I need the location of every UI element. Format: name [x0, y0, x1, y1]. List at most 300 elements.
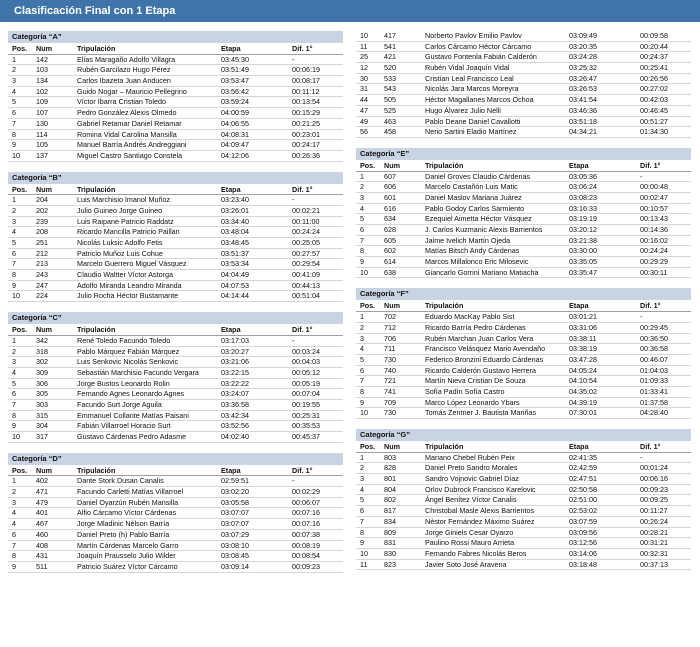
cell-etapa: 04:05:24 [569, 365, 597, 375]
table-row [8, 76, 343, 87]
table-row [8, 389, 343, 400]
header-etapa: Etapa [221, 184, 241, 194]
cell-dif: 01:34:30 [640, 127, 668, 137]
cell-etapa: 02:59:51 [221, 476, 249, 486]
cell-num: 605 [384, 235, 396, 245]
cell-num: 834 [384, 516, 396, 526]
cell-num: 634 [384, 214, 396, 224]
header-etapa: Etapa [569, 160, 589, 170]
cell-tripulacion: Facundo Surt Jorge Aguila [77, 399, 162, 409]
cell-etapa: 03:35:47 [569, 267, 597, 277]
cell-etapa: 03:19:19 [569, 214, 597, 224]
cell-pos: 3 [12, 497, 16, 507]
header-num: Num [36, 184, 52, 194]
cell-pos: 1 [12, 476, 16, 486]
cell-dif: 00:05:12 [292, 367, 320, 377]
table-row [8, 551, 343, 562]
cell-num: 202 [36, 205, 48, 215]
cell-dif: 00:41:09 [292, 270, 320, 280]
cell-dif: 00:26:36 [292, 150, 320, 160]
header-num: Num [36, 325, 52, 335]
table-row [356, 323, 691, 334]
header-num: Num [36, 44, 52, 53]
cell-dif: 00:02:47 [640, 192, 668, 202]
cell-dif: 01:33:41 [640, 386, 668, 396]
cell-etapa: 03:20:35 [569, 41, 597, 51]
table-row [356, 463, 691, 474]
cell-num: 803 [384, 452, 396, 462]
table-row [356, 517, 691, 528]
cell-etapa: 04:07:53 [221, 280, 249, 290]
header-etapa: Etapa [569, 442, 589, 451]
cell-dif: 00:23:01 [292, 129, 320, 139]
table-row [8, 476, 343, 487]
cell-tripulacion: Jorge Mladinic Nélson Barría [77, 519, 170, 529]
cell-etapa: 02:42:59 [569, 463, 597, 473]
cell-pos: 3 [360, 474, 364, 484]
header-pos: Pos. [360, 301, 376, 311]
table-row [356, 366, 691, 377]
cell-num: 137 [36, 150, 48, 160]
cell-pos: 9 [12, 140, 16, 150]
header-dif: Dif. 1° [640, 160, 661, 170]
cell-num: 239 [36, 216, 48, 226]
table-row [356, 84, 691, 95]
cell-dif: 00:24:17 [292, 140, 320, 150]
cell-etapa: 03:53:47 [221, 76, 249, 86]
category-title: Categoría “B” [8, 172, 343, 184]
cell-tripulacion: Marcelo Castañón Luis Matic [425, 182, 518, 192]
header-pos: Pos. [360, 160, 376, 170]
cell-num: 830 [384, 548, 396, 558]
cell-pos: 2 [360, 322, 364, 332]
cell-num: 243 [36, 270, 48, 280]
cell-dif: 00:02:29 [292, 487, 320, 497]
cell-etapa: 03:20:12 [569, 225, 597, 234]
cell-tripulacion: Sofía Padín Sofía Castro [425, 386, 505, 396]
cell-tripulacion: Nerio Sartini Eladio Martínez [425, 127, 517, 137]
cell-dif: 00:11:27 [640, 506, 668, 516]
cell-pos: 9 [12, 561, 16, 571]
cell-pos: 7 [360, 376, 364, 386]
table-row [356, 398, 691, 409]
cell-num: 224 [36, 291, 48, 301]
cell-etapa: 03:34:40 [221, 216, 249, 226]
header-etapa: Etapa [221, 465, 241, 475]
table-row [8, 270, 343, 281]
cell-tripulacion: Eduardo MacKay Pablo Sist [425, 312, 515, 322]
cell-dif: 00:11:00 [292, 216, 320, 226]
cell-tripulacion: J. Carlos Kuzmanic Alexis Barrientos [425, 225, 543, 234]
table-row [8, 508, 343, 519]
cell-etapa: 03:05:36 [569, 171, 597, 181]
cell-etapa: 03:59:24 [221, 97, 249, 107]
category-block [8, 31, 343, 162]
table-row [8, 357, 343, 368]
cell-pos: 8 [12, 410, 16, 420]
cell-pos: 10 [360, 267, 368, 277]
cell-num: 638 [384, 267, 396, 277]
cell-etapa: 04:00:59 [221, 108, 249, 118]
cell-dif: - [640, 312, 643, 322]
cell-num: 525 [384, 105, 396, 115]
table-row [8, 562, 343, 573]
cell-etapa: 03:12:56 [569, 538, 597, 548]
cell-pos: 11 [360, 559, 368, 569]
cell-dif: 00:14:36 [640, 225, 668, 234]
table-row [8, 227, 343, 238]
cell-num: 823 [384, 559, 396, 569]
table-header-row [356, 161, 691, 172]
cell-pos: 7 [12, 540, 16, 550]
header-pos: Pos. [360, 442, 376, 451]
cell-dif: 00:06:16 [640, 474, 668, 484]
cell-tripulacion: Pablo Márquez Fabián Márquez [77, 346, 180, 356]
cell-tripulacion: Miguel Castro Santiago Constela [77, 150, 183, 160]
cell-etapa: 03:17:03 [221, 335, 249, 345]
cell-etapa: 03:02:20 [221, 487, 249, 497]
header-tripulacion: Tripulación [425, 442, 464, 451]
table-row [356, 387, 691, 398]
cell-pos: 9 [12, 280, 16, 290]
cell-pos: 2 [12, 346, 16, 356]
cell-dif: 00:32:31 [640, 548, 668, 558]
table-row [356, 182, 691, 193]
cell-pos: 12 [360, 63, 368, 73]
header-dif: Dif. 1° [292, 465, 313, 475]
cell-tripulacion: Alfio Cárcamo Víctor Cárdenas [77, 508, 177, 518]
category-title: Categoría “F” [356, 288, 691, 300]
table-row [356, 312, 691, 323]
cell-num: 305 [36, 389, 48, 399]
cell-etapa: 03:51:49 [221, 65, 249, 75]
cell-etapa: 04:35:02 [569, 386, 597, 396]
cell-tripulacion: Guido Nogar – Mauricio Pellegrino [77, 86, 187, 96]
cell-dif: 01:04:03 [640, 365, 668, 375]
cell-num: 134 [36, 76, 48, 86]
cell-etapa: 02:41:35 [569, 452, 597, 462]
table-row [356, 117, 691, 128]
cell-tripulacion: Patricio Muñoz Luis Cohue [77, 248, 163, 258]
cell-pos: 44 [360, 95, 368, 105]
cell-tripulacion: Dante Stork Dusan Canalis [77, 476, 164, 486]
cell-dif: - [292, 195, 295, 205]
cell-pos: 8 [12, 270, 16, 280]
cell-tripulacion: Víctor Ibarra Cristian Toledo [77, 97, 166, 107]
table-row [8, 541, 343, 552]
cell-etapa: 03:56:42 [221, 86, 249, 96]
cell-pos: 10 [360, 31, 368, 40]
table-row [8, 249, 343, 260]
cell-pos: 8 [360, 527, 364, 537]
cell-pos: 2 [360, 463, 364, 473]
header-etapa: Etapa [221, 325, 241, 335]
cell-tripulacion: Sandro Vojnovic Gabriel Díaz [425, 474, 519, 484]
cell-etapa: 02:47:51 [569, 474, 597, 484]
cell-tripulacion: Claudio Waltter Víctor Astorga [77, 270, 174, 280]
cell-dif: 00:36:58 [640, 344, 668, 354]
cell-dif: 00:24:24 [292, 227, 320, 237]
cell-pos: 1 [360, 312, 364, 322]
cell-pos: 7 [360, 235, 364, 245]
cell-pos: 1 [12, 195, 16, 205]
cell-etapa: 03:22:22 [221, 378, 249, 388]
cell-pos: 6 [12, 529, 16, 539]
cell-pos: 3 [12, 357, 16, 367]
cell-pos: 4 [12, 508, 16, 518]
table-row [356, 560, 691, 571]
cell-pos: 31 [360, 84, 368, 94]
cell-dif: 00:26:24 [640, 516, 668, 526]
table-row [356, 528, 691, 539]
table-row [356, 268, 691, 279]
cell-tripulacion: Jaime Ivelich Martín Ojeda [425, 235, 511, 245]
table-row [356, 225, 691, 236]
table-header-row [8, 44, 343, 55]
category-block [8, 312, 343, 443]
cell-num: 130 [36, 118, 48, 128]
cell-tripulacion: Matías Bitsch Andy Cárdenas [425, 246, 520, 256]
cell-pos: 25 [360, 52, 368, 62]
table-row [8, 140, 343, 151]
cell-pos: 4 [360, 344, 364, 354]
cell-num: 213 [36, 259, 48, 269]
category-block [8, 172, 343, 303]
cell-etapa: 03:22:15 [221, 367, 249, 377]
cell-tripulacion: Pablo Godoy Carlos Sarmiento [425, 203, 525, 213]
cell-etapa: 03:21:38 [569, 235, 597, 245]
cell-num: 103 [36, 65, 48, 75]
header-pos: Pos. [12, 44, 28, 53]
cell-num: 740 [384, 365, 396, 375]
cell-dif: 04:28:40 [640, 408, 668, 418]
cell-tripulacion: Ricardo Calderón Gustavo Herrera [425, 365, 537, 375]
cell-tripulacion: Daniel Maslov Mariana Juárez [425, 192, 522, 202]
cell-dif: 00:07:16 [292, 508, 320, 518]
cell-pos: 9 [360, 538, 364, 548]
table-row [8, 379, 343, 390]
cell-tripulacion: Pablo Deane Daniel Cavallotti [425, 116, 521, 126]
cell-etapa: 02:51:00 [569, 495, 597, 505]
cell-tripulacion: Ricardo Mancilla Patricio Paillan [77, 227, 180, 237]
cell-num: 304 [36, 421, 48, 431]
cell-tripulacion: Daniel Preto Sandro Morales [425, 463, 518, 473]
cell-tripulacion: Emmanuel Collante Matías Paisani [77, 410, 189, 420]
cell-tripulacion: Orlov Dubrock Francisco Karelovic [425, 484, 536, 494]
cell-etapa: 03:24:07 [221, 389, 249, 399]
cell-etapa: 03:46:36 [569, 105, 597, 115]
cell-pos: 2 [12, 205, 16, 215]
table-row [356, 344, 691, 355]
table-row [8, 119, 343, 130]
cell-dif: 00:05:19 [292, 378, 320, 388]
cell-etapa: 03:01:21 [569, 312, 597, 322]
cell-tripulacion: Marco López Leonardo Ybars [425, 397, 520, 407]
cell-etapa: 03:07:07 [221, 508, 249, 518]
cell-etapa: 03:09:56 [569, 527, 597, 537]
table-row [356, 193, 691, 204]
category-block [356, 429, 691, 570]
cell-tripulacion: Francisco Velásquez Mario Avendaño [425, 344, 546, 354]
category-title: Categoría “C” [8, 312, 343, 324]
cell-num: 114 [36, 129, 48, 139]
cell-num: 467 [36, 519, 48, 529]
cell-num: 809 [384, 527, 396, 537]
table-row [356, 42, 691, 53]
cell-dif: 00:09:25 [640, 495, 668, 505]
cell-tripulacion: Luis Raipane Patricio Raddatz [77, 216, 174, 226]
cell-dif: 00:09:23 [640, 484, 668, 494]
header-num: Num [36, 465, 52, 475]
category-block [356, 31, 691, 138]
cell-pos: 8 [360, 386, 364, 396]
cell-etapa: 03:38:11 [569, 333, 597, 343]
cell-num: 251 [36, 238, 48, 247]
cell-num: 520 [384, 63, 396, 73]
cell-tripulacion: Tomás Zentner J. Bautista Mariñas [425, 408, 537, 418]
cell-dif: 00:29:29 [640, 257, 668, 267]
cell-num: 315 [36, 410, 48, 420]
cell-num: 460 [36, 529, 48, 539]
cell-dif: - [640, 171, 643, 181]
cell-etapa: 03:31:06 [569, 322, 597, 332]
cell-num: 402 [36, 476, 48, 486]
cell-tripulacion: Rubén Garcilazo Hugo Pérez [77, 65, 171, 75]
cell-num: 711 [384, 344, 396, 354]
table-row [356, 549, 691, 560]
cell-etapa: 03:30:00 [569, 246, 597, 256]
cell-num: 607 [384, 171, 396, 181]
cell-num: 541 [384, 41, 396, 51]
table-row [356, 334, 691, 345]
header-tripulacion: Tripulación [77, 44, 116, 53]
cell-dif: 00:16:02 [640, 235, 668, 245]
cell-num: 306 [36, 378, 48, 388]
cell-pos: 5 [12, 97, 16, 107]
cell-num: 107 [36, 108, 48, 118]
cell-etapa: 03:41:54 [569, 95, 597, 105]
header-dif: Dif. 1° [640, 442, 661, 451]
cell-etapa: 03:09:49 [569, 31, 597, 40]
cell-etapa: 03:25:32 [569, 63, 597, 73]
cell-dif: 00:25:05 [292, 238, 320, 247]
cell-pos: 2 [12, 65, 16, 75]
cell-dif: 01:09:33 [640, 376, 668, 386]
cell-pos: 10 [12, 291, 20, 301]
cell-pos: 8 [360, 246, 364, 256]
cell-tripulacion: Joaquín Prausselo Julio Wilder [77, 551, 176, 561]
cell-tripulacion: Julio Rocha Héctor Bustamante [77, 291, 179, 301]
table-row [8, 368, 343, 379]
table-row [356, 506, 691, 517]
cell-tripulacion: Luis Marchisio Imanol Muñoz [77, 195, 171, 205]
cell-pos: 6 [360, 225, 364, 234]
table-row [356, 127, 691, 138]
category-title: Categoría “E” [356, 148, 691, 160]
cell-dif: 00:00:48 [640, 182, 668, 192]
table-row [8, 530, 343, 541]
cell-num: 317 [36, 432, 48, 441]
cell-etapa: 03:07:07 [221, 519, 249, 529]
cell-pos: 5 [12, 238, 16, 247]
cell-num: 721 [384, 376, 396, 386]
header-pos: Pos. [12, 184, 28, 194]
cell-num: 543 [384, 84, 396, 94]
cell-pos: 7 [12, 118, 16, 128]
cell-etapa: 03:16:33 [569, 203, 597, 213]
table-row [356, 63, 691, 74]
cell-tripulacion: Luis Senkovic Nicolás Senkovic [77, 357, 179, 367]
cell-num: 431 [36, 551, 48, 561]
table-row [8, 238, 343, 249]
table-row [8, 487, 343, 498]
table-row [8, 130, 343, 141]
cell-pos: 8 [12, 129, 16, 139]
cell-pos: 11 [360, 41, 368, 51]
table-row [356, 204, 691, 215]
cell-pos: 6 [360, 365, 364, 375]
cell-tripulacion: Gabriel Retamar Daniel Retamar [77, 118, 182, 128]
cell-etapa: 03:23:40 [221, 195, 249, 205]
cell-etapa: 04:06:55 [221, 118, 249, 128]
cell-tripulacion: Hugo Álvarez Julio Nelli [425, 105, 501, 115]
cell-tripulacion: Daniel Preto (h) Pablo Barría [77, 529, 170, 539]
header-dif: Dif. 1° [292, 44, 313, 53]
table-row [356, 355, 691, 366]
cell-etapa: 03:26:47 [569, 73, 597, 83]
cell-dif: 00:31:21 [640, 538, 668, 548]
cell-tripulacion: Julio Guineo Jorge Guineo [77, 205, 163, 215]
cell-tripulacion: René Toledo Facundo Toledo [77, 335, 171, 345]
cell-dif: 00:02:21 [292, 205, 320, 215]
table-header-row [356, 442, 691, 453]
cell-tripulacion: Christobal Masle Alexis Barrientos [425, 506, 535, 516]
table-row [356, 31, 691, 42]
cell-tripulacion: Martín Nieva Cristian De Souza [425, 376, 526, 386]
table-header-row [356, 301, 691, 312]
cell-num: 730 [384, 354, 396, 364]
header-etapa: Etapa [221, 44, 241, 53]
cell-tripulacion: Daniel Oyarzún Rubén Mansilla [77, 497, 179, 507]
cell-tripulacion: Javier Soto José Aravena [425, 559, 507, 569]
cell-num: 709 [384, 397, 396, 407]
table-row [8, 259, 343, 270]
cell-num: 408 [36, 540, 48, 550]
cell-num: 105 [36, 140, 48, 150]
cell-tripulacion: Carlos Ibazeta Juan Anducen [77, 76, 171, 86]
cell-tripulacion: Manuel Barría Andrés Andreggiani [77, 140, 187, 150]
cell-num: 303 [36, 399, 48, 409]
cell-dif: 00:46:07 [640, 354, 668, 364]
cell-dif: 00:07:38 [292, 529, 320, 539]
cell-tripulacion: Elías Maragaño Adolfo Villagra [77, 54, 176, 64]
cell-dif: 00:25:31 [292, 410, 320, 420]
cell-etapa: 03:09:14 [221, 561, 249, 571]
header-etapa: Etapa [569, 301, 589, 311]
cell-pos: 9 [12, 421, 16, 431]
cell-dif: 00:09:58 [640, 31, 668, 40]
cell-etapa: 04:12:06 [221, 150, 249, 160]
cell-pos: 4 [12, 367, 16, 377]
table-header-row [8, 325, 343, 336]
cell-dif: 00:07:16 [292, 519, 320, 529]
cell-etapa: 03:38:19 [569, 344, 597, 354]
cell-dif: 00:13:54 [292, 97, 320, 107]
cell-num: 602 [384, 246, 396, 256]
header-tripulacion: Tripulación [77, 184, 116, 194]
cell-dif: 00:07:04 [292, 389, 320, 399]
cell-dif: 00:21:25 [292, 118, 320, 128]
